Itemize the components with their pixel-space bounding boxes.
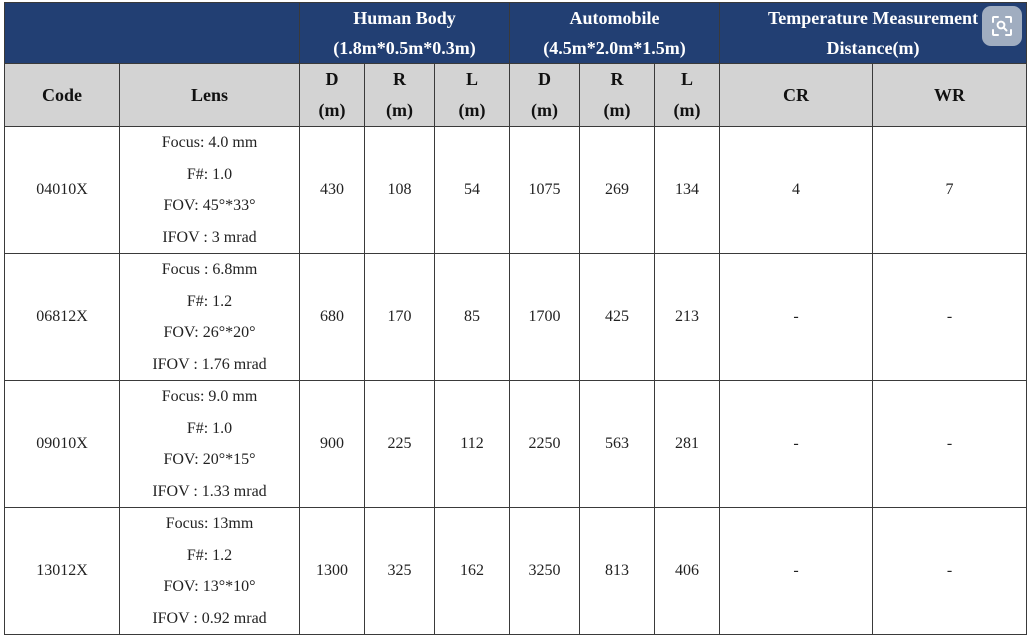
cr-cell: - (720, 508, 873, 635)
header-row-columns (5, 64, 1027, 127)
auto-r-cell: 813 (580, 508, 655, 635)
unit: (m) (531, 100, 558, 120)
diagonal-corner-cell (5, 3, 300, 64)
lens-cell (120, 381, 300, 508)
human-l-cell: 112 (435, 381, 510, 508)
lens-fnumber: F#: 1.0 (186, 419, 233, 437)
human-d-cell: 1300 (300, 508, 365, 635)
lens-ifov: IFOV : 3 mrad (162, 228, 257, 246)
lens-focus: Focus : 6.8mm (161, 261, 258, 278)
temperature-header (720, 3, 1027, 64)
auto-r-header (580, 64, 655, 127)
letter: D (325, 69, 339, 89)
lens-fnumber: F#: 1.2 (186, 292, 233, 310)
human-l-cell: 85 (435, 254, 510, 381)
table-row (5, 254, 1027, 381)
human-d-cell: 430 (300, 127, 365, 254)
auto-l-cell: 281 (655, 381, 720, 508)
cr-cell: - (720, 254, 873, 381)
lens-fov: FOV: 45°*33° (163, 197, 256, 214)
letter: L (680, 69, 693, 89)
auto-r-cell: 269 (580, 127, 655, 254)
code-cell: 13012X (5, 508, 120, 635)
temperature-subtitle: Distance(m) (826, 38, 920, 58)
code-cell: 06812X (5, 254, 120, 381)
human-body-dims: (1.8m*0.5m*0.3m) (333, 38, 476, 58)
automobile-dims: (4.5m*2.0m*1.5m) (543, 38, 686, 58)
human-d-cell: 680 (300, 254, 365, 381)
wr-cell: - (873, 508, 1027, 635)
unit: (m) (603, 100, 631, 120)
temperature-title: Temperature Measurement (767, 8, 979, 28)
auto-r-cell: 425 (580, 254, 655, 381)
letter: D (538, 69, 551, 89)
lens-fnumber: F#: 1.2 (186, 546, 233, 564)
unit: (m) (318, 100, 346, 120)
table-row (5, 127, 1027, 254)
auto-l-cell: 134 (655, 127, 720, 254)
unit: (m) (386, 100, 413, 120)
wr-header: WR (873, 64, 1027, 127)
wr-cell: - (873, 381, 1027, 508)
auto-d-cell: 2250 (510, 381, 580, 508)
table-row (5, 508, 1027, 635)
lens-cell (120, 508, 300, 635)
code-cell: 04010X (5, 127, 120, 254)
auto-l-cell: 406 (655, 508, 720, 635)
wr-cell: - (873, 254, 1027, 381)
lens-fov: FOV: 13°*10° (163, 578, 256, 595)
lens-cell (120, 127, 300, 254)
human-l-cell: 162 (435, 508, 510, 635)
auto-l-cell: 213 (655, 254, 720, 381)
lens-focus: Focus: 4.0 mm (161, 134, 258, 151)
lens-fnumber: F#: 1.0 (186, 165, 233, 183)
auto-r-cell: 563 (580, 381, 655, 508)
unit: (m) (458, 100, 486, 120)
human-r-cell: 225 (365, 381, 435, 508)
cr-cell: 4 (720, 127, 873, 254)
human-d-header (300, 64, 365, 127)
auto-d-cell: 1700 (510, 254, 580, 381)
lens-cell (120, 254, 300, 381)
letter: R (610, 69, 624, 89)
spec-table (4, 2, 1027, 635)
image-search-button[interactable] (982, 6, 1022, 46)
lens-focus: Focus: 9.0 mm (161, 388, 258, 405)
lens-header: Lens (120, 64, 300, 127)
letter: L (465, 69, 478, 89)
code-header: Code (5, 64, 120, 127)
cr-cell: - (720, 381, 873, 508)
human-l-cell: 54 (435, 127, 510, 254)
unit: (m) (673, 100, 701, 120)
lens-ifov: IFOV : 1.33 mrad (152, 482, 267, 500)
human-r-cell: 108 (365, 127, 435, 254)
letter: R (393, 69, 406, 89)
auto-d-cell: 1075 (510, 127, 580, 254)
human-r-header (365, 64, 435, 127)
cr-header: CR (720, 64, 873, 127)
header-row-group (5, 3, 1027, 64)
human-r-cell: 170 (365, 254, 435, 381)
auto-d-header (510, 64, 580, 127)
lens-fov: FOV: 26°*20° (163, 324, 256, 341)
automobile-title: Automobile (569, 8, 660, 28)
human-body-title: Human Body (353, 8, 456, 28)
wr-cell: 7 (873, 127, 1027, 254)
human-d-cell: 900 (300, 381, 365, 508)
automobile-header (510, 3, 720, 64)
table-row (5, 381, 1027, 508)
human-l-header (435, 64, 510, 127)
code-cell: 09010X (5, 381, 120, 508)
lens-focus: Focus: 13mm (165, 515, 254, 532)
human-body-header (300, 3, 510, 64)
auto-d-cell: 3250 (510, 508, 580, 635)
lens-fov: FOV: 20°*15° (163, 451, 256, 468)
lens-ifov: IFOV : 0.92 mrad (152, 609, 267, 627)
auto-l-header (655, 64, 720, 127)
human-r-cell: 325 (365, 508, 435, 635)
lens-ifov: IFOV : 1.76 mrad (152, 355, 267, 373)
image-search-icon (990, 14, 1014, 38)
